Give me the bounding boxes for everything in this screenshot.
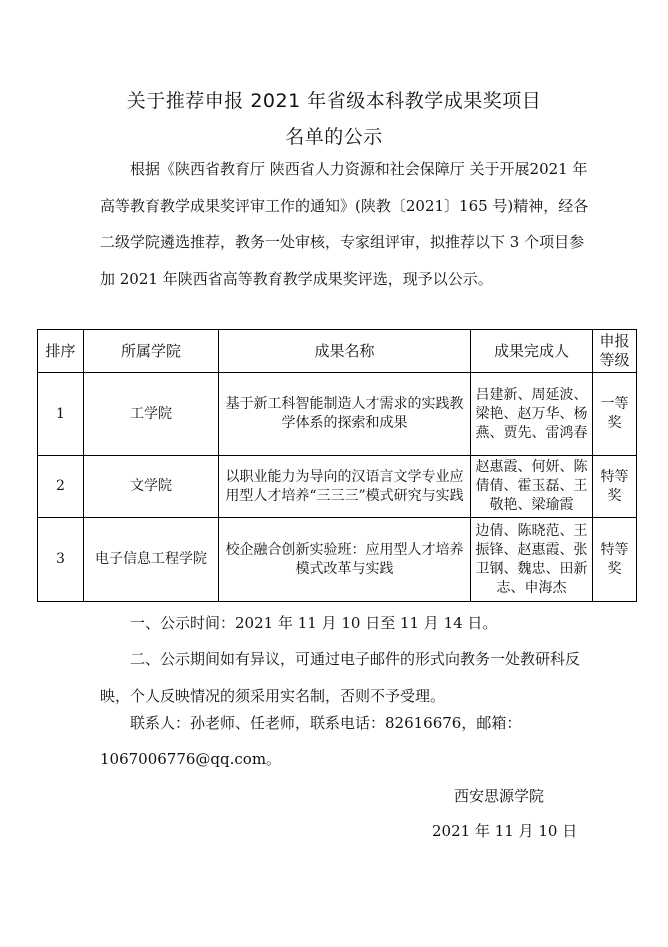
table-row	[38, 456, 637, 518]
intro-paragraph: 根据《陕西省教育厅 陕西省人力资源和社会保障厅 关于开展2021 年高等教育教学成果奖评审工作的通知》(陕教〔2021〕165 号)精神，经各二级学院遴选推荐，教务一处审核，专家组评审，拟推荐以下 3 个项目参加 2021 年陕西省高等教育教学成果奖评选，现予以公示。	[100, 160, 589, 288]
cell-rank: 1	[38, 373, 84, 456]
results-table	[37, 329, 637, 602]
notice-objection: 二、公示期间如有异议，可通过电子邮件的形式向教务一处教研科反映，个人反映情况的须采用实名制，否则不予受理。	[100, 650, 581, 705]
table-row	[38, 373, 637, 456]
header-name: 成果名称	[219, 330, 471, 373]
cell-people: 赵惠霞、何妍、陈倩倩、霍玉磊、王敬艳、梁瑜霞	[471, 456, 593, 518]
document-title-line1: 关于推荐申报 2021 年省级本科教学成果奖项目	[126, 90, 542, 112]
cell-college: 工学院	[84, 373, 219, 456]
document-title-line2: 名单的公示	[285, 126, 383, 148]
header-college: 所属学院	[84, 330, 219, 373]
cell-people: 吕建新、周延波、梁艳、赵万华、杨燕、贾先、雷鸿春	[471, 373, 593, 456]
table-header-row	[38, 330, 637, 373]
issue-date: 2021 年 11 月 10 日	[432, 822, 578, 840]
cell-level: 特等奖	[593, 518, 637, 602]
cell-name: 基于新工科智能制造人才需求的实践教学体系的探索和成果	[219, 373, 471, 456]
contact-line: 联系人：孙老师、任老师，联系电话：82616676，邮箱：	[130, 714, 522, 732]
cell-rank: 2	[38, 456, 84, 518]
issuing-organization: 西安思源学院	[454, 787, 545, 805]
cell-level: 一等奖	[593, 373, 637, 456]
cell-level: 特等奖	[593, 456, 637, 518]
contact-email[interactable]: 1067006776@qq.com。	[100, 750, 282, 768]
cell-name: 以职业能力为导向的汉语言文学专业应用型人才培养“三三三”模式研究与实践	[219, 456, 471, 518]
cell-people: 边倩、陈晓范、王振锋、赵惠霞、张卫钢、魏忠、田新志、申海杰	[471, 518, 593, 602]
cell-name: 校企融合创新实验班：应用型人才培养模式改革与实践	[219, 518, 471, 602]
header-rank: 排序	[38, 330, 84, 373]
cell-college: 文学院	[84, 456, 219, 518]
cell-rank: 3	[38, 518, 84, 602]
cell-college: 电子信息工程学院	[84, 518, 219, 602]
header-level: 申报等级	[593, 330, 637, 373]
table-row	[38, 518, 637, 602]
notice-time: 一、公示时间：2021 年 11 月 10 日至 11 月 14 日。	[130, 614, 498, 632]
header-people: 成果完成人	[471, 330, 593, 373]
